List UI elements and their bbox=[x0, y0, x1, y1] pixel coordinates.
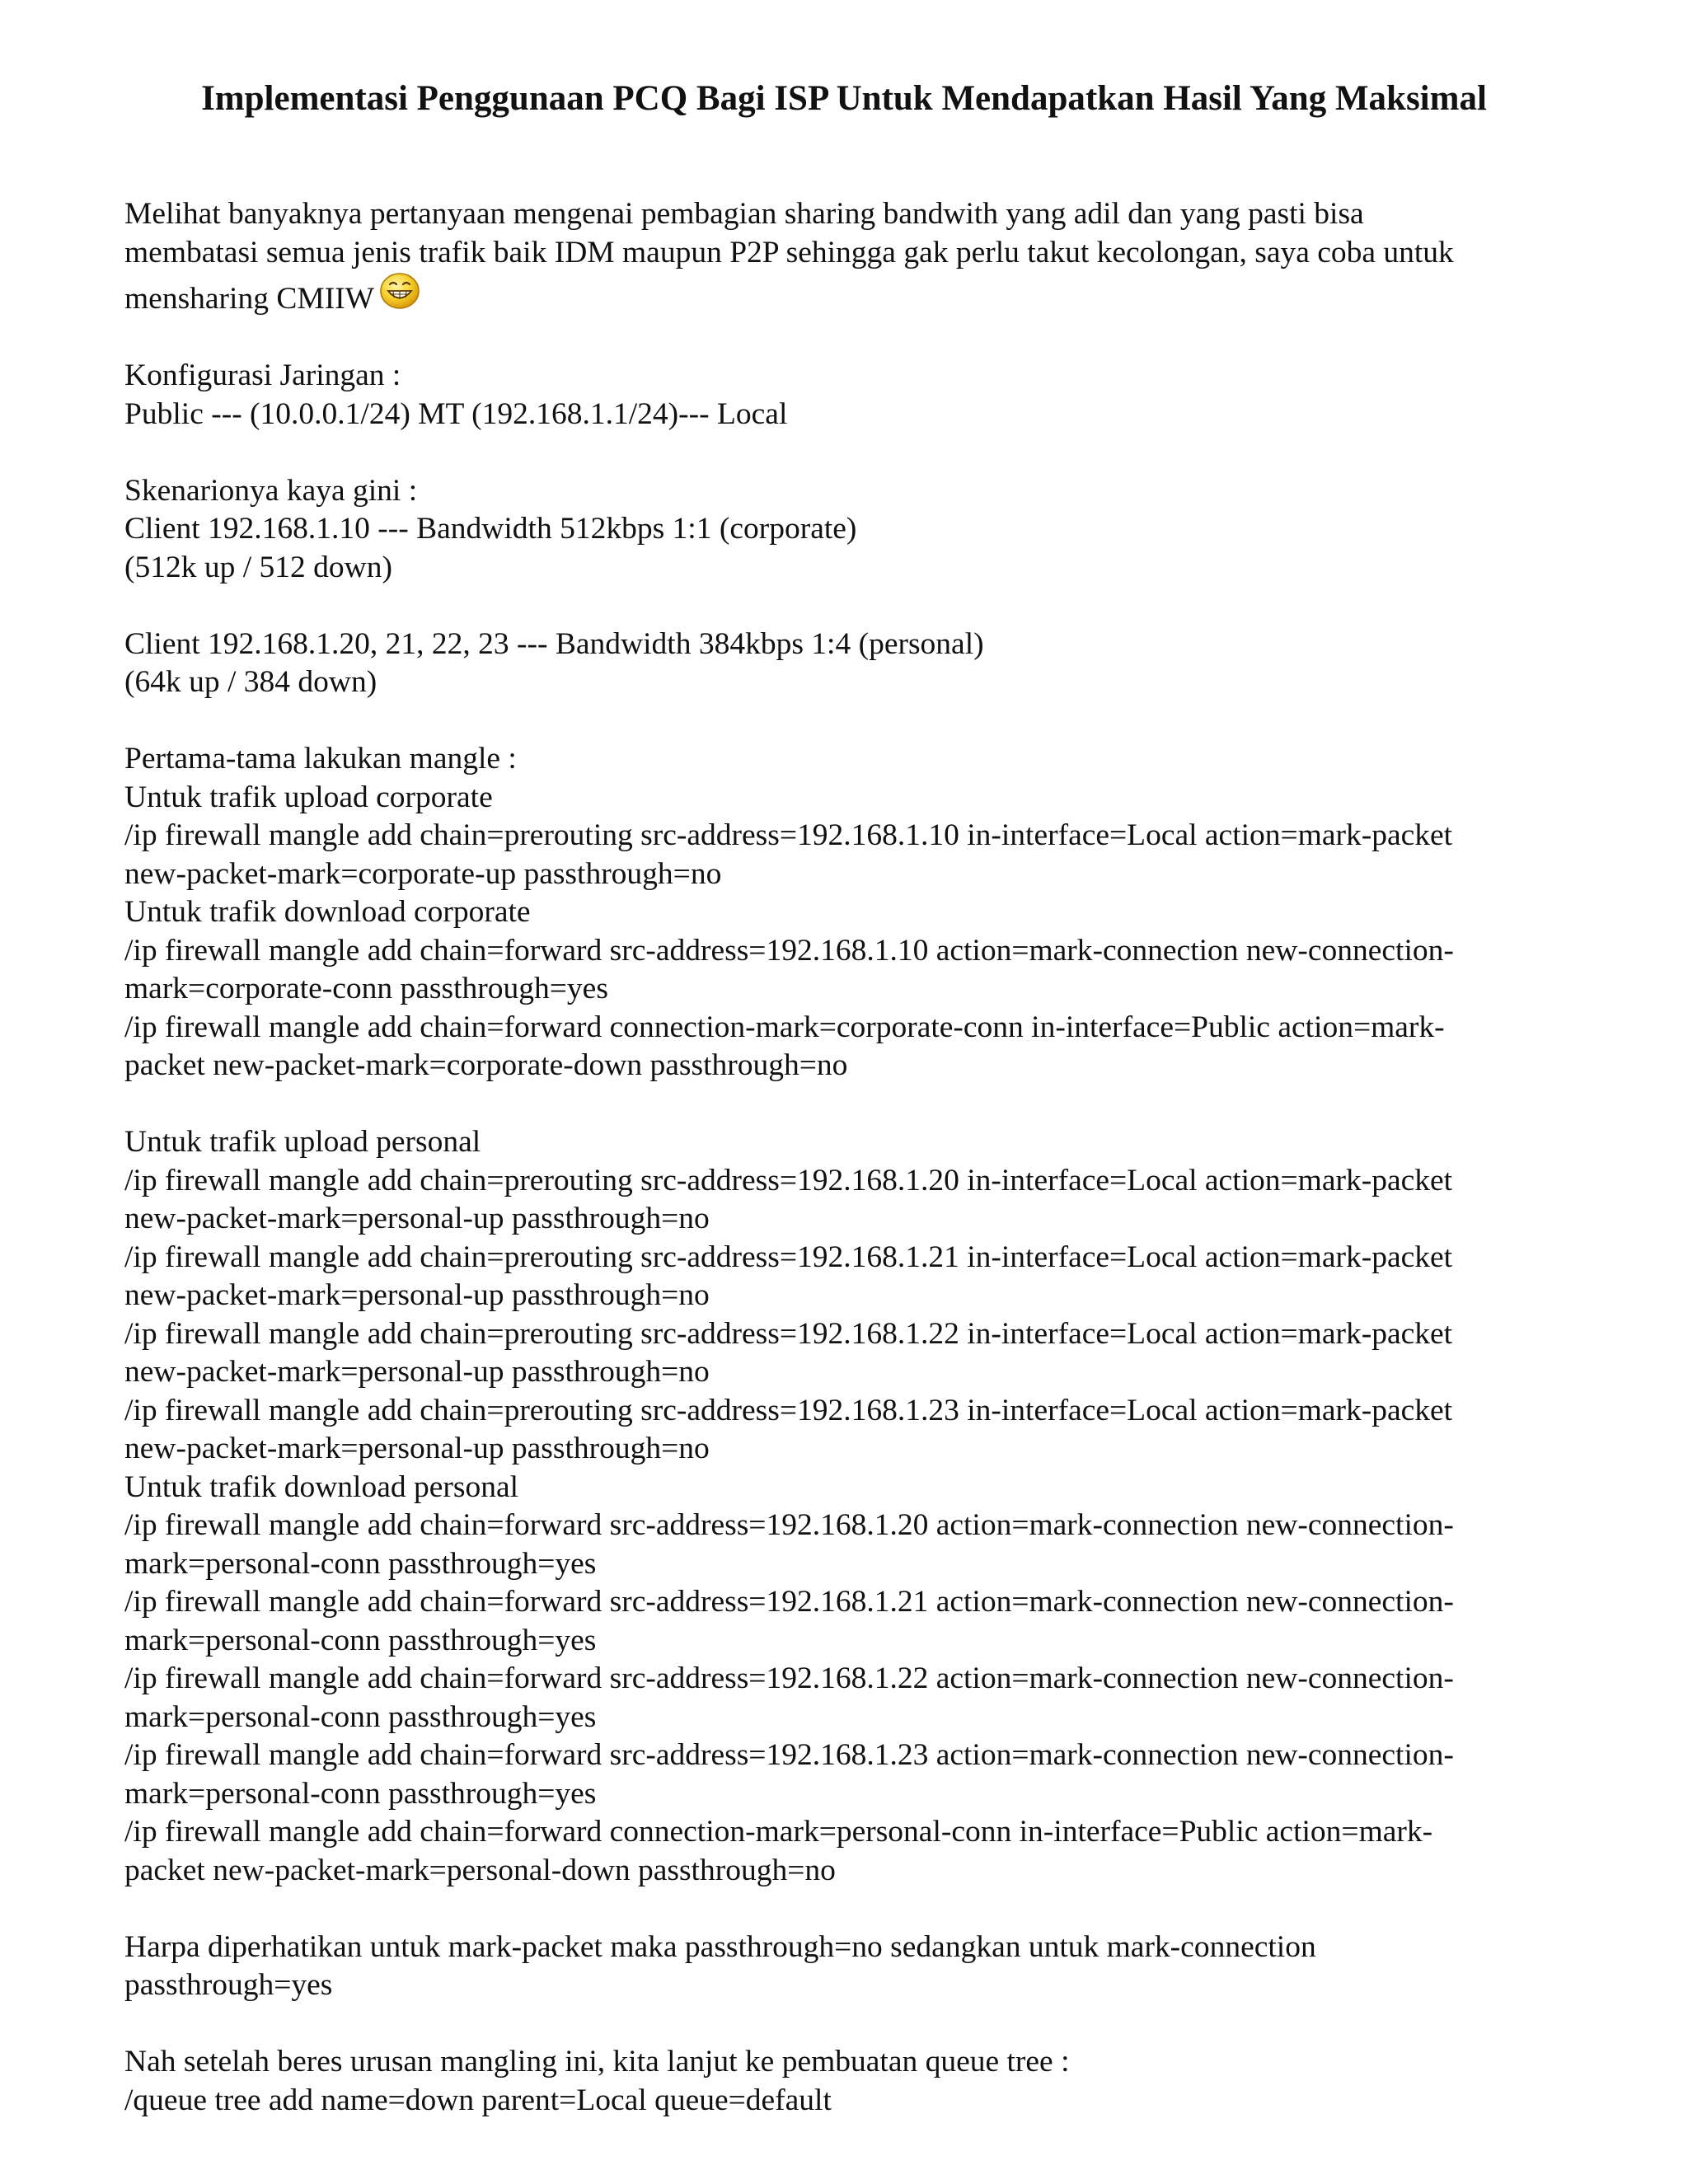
scenario-personal-paragraph bbox=[124, 626, 1567, 702]
text-line: mark=personal-conn passthrough=yes bbox=[124, 1546, 597, 1581]
text-line: mark=personal-conn passthrough=yes bbox=[124, 1699, 597, 1734]
text-line: new-packet-mark=personal-up passthrough=no bbox=[124, 1432, 710, 1465]
text-line: membatasi semua jenis trafik baik IDM maupun P2P sehingga gak perlu takut kecolongan, saya coba untuk bbox=[124, 235, 1454, 269]
text-line: Untuk trafik upload personal bbox=[124, 1125, 481, 1159]
text-line: mark=personal-conn passthrough=yes bbox=[124, 1623, 597, 1657]
text-line: /queue tree add name=down parent=Local queue=default bbox=[124, 2083, 832, 2117]
text-line: /ip firewall mangle add chain=forward src-address=192.168.1.21 action=mark-connection new-connection- bbox=[124, 1585, 1454, 1619]
text-line: mark=corporate-conn passthrough=yes bbox=[124, 972, 608, 1005]
text-line: packet new-packet-mark=corporate-down passthrough=no bbox=[124, 1048, 848, 1082]
text-line: /ip firewall mangle add chain=prerouting src-address=192.168.1.20 in-interface=Local action=mark-packet bbox=[124, 1163, 1453, 1197]
text-line: /ip firewall mangle add chain=forward src-address=192.168.1.20 action=mark-connection new-connection- bbox=[124, 1508, 1454, 1542]
text-line: /ip firewall mangle add chain=forward connection-mark=personal-conn in-interface=Public action=mark- bbox=[124, 1815, 1433, 1849]
text-line: packet new-packet-mark=personal-down passthrough=no bbox=[124, 1853, 836, 1887]
text-line: Untuk trafik download personal bbox=[124, 1469, 519, 1504]
text-line: passthrough=yes bbox=[124, 1968, 333, 2002]
network-paragraph bbox=[124, 357, 1567, 434]
text-line: Konfigurasi Jaringan : bbox=[124, 359, 401, 392]
grinning-smiley-icon bbox=[379, 272, 420, 310]
text-line: mark=personal-conn passthrough=yes bbox=[124, 1776, 597, 1811]
text-line bbox=[124, 272, 1567, 319]
text-line: Public --- (10.0.0.1/24) MT (192.168.1.1/24)--- Local bbox=[124, 396, 788, 431]
intro-paragraph bbox=[124, 195, 1567, 319]
text-line: /ip firewall mangle add chain=forward src-address=192.168.1.22 action=mark-connection new-connection- bbox=[124, 1661, 1454, 1695]
scenario-paragraph bbox=[124, 472, 1567, 588]
text-line: /ip firewall mangle add chain=prerouting src-address=192.168.1.21 in-interface=Local action=mark-packet bbox=[124, 1240, 1453, 1274]
text-line: new-packet-mark=corporate-up passthrough=no bbox=[124, 856, 722, 891]
text-line: /ip firewall mangle add chain=prerouting src-address=192.168.1.10 in-interface=Local action=mark-packet bbox=[124, 818, 1453, 852]
text-fragment: mensharing CMIIW bbox=[124, 282, 375, 316]
text-line: Untuk trafik download corporate bbox=[124, 895, 531, 929]
mangle-corporate-paragraph bbox=[124, 740, 1567, 1085]
text-line: (64k up / 384 down) bbox=[124, 665, 377, 699]
text-line: Skenarionya kaya gini : bbox=[124, 473, 418, 508]
text-line: /ip firewall mangle add chain=forward src-address=192.168.1.10 action=mark-connection new-connection- bbox=[124, 933, 1454, 968]
text-line: /ip firewall mangle add chain=prerouting src-address=192.168.1.23 in-interface=Local action=mark-packet bbox=[124, 1393, 1453, 1427]
text-line: new-packet-mark=personal-up passthrough=no bbox=[124, 1355, 710, 1389]
note-paragraph bbox=[124, 1929, 1567, 2005]
text-line: /ip firewall mangle add chain=forward src-address=192.168.1.23 action=mark-connection new-connection- bbox=[124, 1738, 1454, 1772]
text-line: /ip firewall mangle add chain=forward connection-mark=corporate-conn in-interface=Public action=mark- bbox=[124, 1010, 1445, 1044]
text-line: Nah setelah beres urusan mangling ini, kita lanjut ke pembuatan queue tree : bbox=[124, 2045, 1070, 2079]
document-body bbox=[124, 195, 1567, 2158]
text-line: Melihat banyaknya pertanyaan mengenai pembagian sharing bandwith yang adil dan yang pasti bisa bbox=[124, 197, 1364, 231]
text-line: Client 192.168.1.10 --- Bandwidth 512kbps 1:1 (corporate) bbox=[124, 512, 857, 546]
queue-paragraph bbox=[124, 2043, 1567, 2120]
document-title: Implementasi Penggunaan PCQ Bagi ISP Untuk Mendapatkan Hasil Yang Maksimal bbox=[201, 79, 1487, 118]
text-line: Untuk trafik upload corporate bbox=[124, 780, 493, 814]
text-line: new-packet-mark=personal-up passthrough=no bbox=[124, 1278, 710, 1312]
text-line: /ip firewall mangle add chain=prerouting src-address=192.168.1.22 in-interface=Local action=mark-packet bbox=[124, 1316, 1453, 1351]
text-line: Client 192.168.1.20, 21, 22, 23 --- Bandwidth 384kbps 1:4 (personal) bbox=[124, 626, 984, 661]
text-line: (512k up / 512 down) bbox=[124, 550, 392, 584]
text-line: Pertama-tama lakukan mangle : bbox=[124, 742, 517, 776]
mangle-personal-paragraph bbox=[124, 1123, 1567, 1890]
text-line: Harpa diperhatikan untuk mark-packet maka passthrough=no sedangkan untuk mark-connection bbox=[124, 1929, 1316, 1964]
text-line: new-packet-mark=personal-up passthrough=no bbox=[124, 1202, 710, 1235]
